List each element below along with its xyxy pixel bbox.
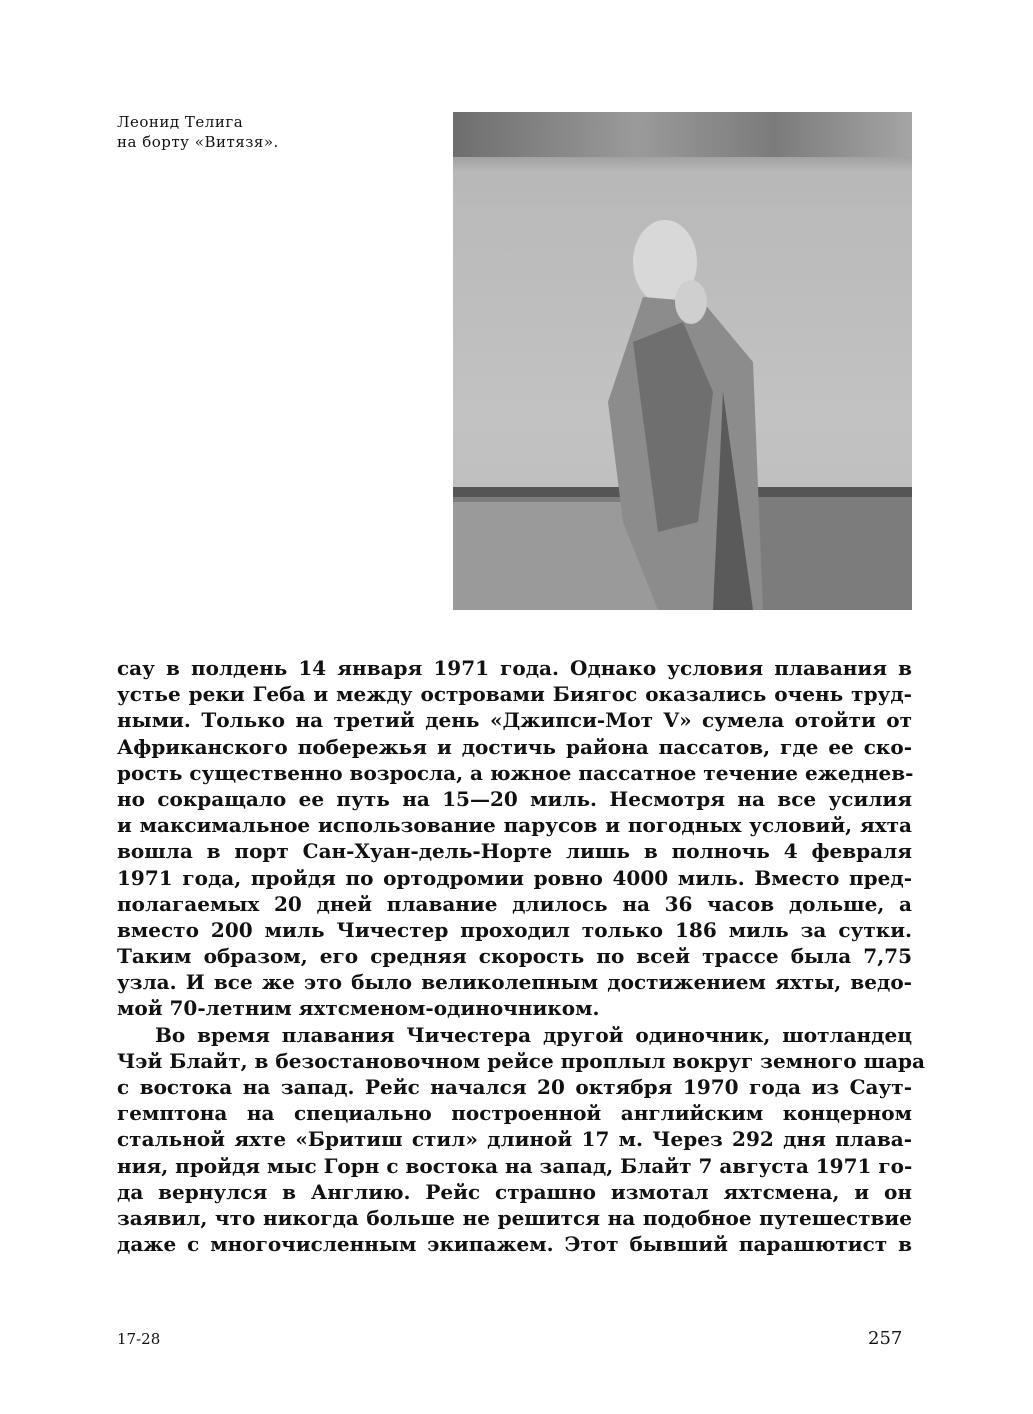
- text-line: полагаемых 20 дней плавание длилось на 36 часов дольше, а: [117, 891, 912, 916]
- text-line: рость существенно возросла, а южное пассатное течение ежеднев-: [117, 760, 914, 785]
- text-line: ными. Только на третий день «Джипси-Мот V» сумела отойти от: [117, 708, 912, 733]
- text-line: вошла в порт Сан-Хуан-дель-Норте лишь в полночь 4 февраля: [117, 839, 912, 864]
- photo-man-figure: [603, 192, 803, 610]
- photo-man-on-ship-deck: [453, 112, 912, 610]
- text-line: с востока на запад. Рейс начался 20 октября 1970 года из Саут-: [117, 1075, 912, 1099]
- body-text: [117, 655, 925, 1257]
- paragraph: [117, 655, 912, 1022]
- paragraph: [117, 1022, 925, 1258]
- text-line: стальной яхте «Бритиш стил» длиной 17 м. Через 292 дня плава-: [117, 1127, 912, 1152]
- text-line: да вернулся в Англию. Рейс страшно измотал яхтсмена, и он: [117, 1179, 912, 1204]
- photo-shoreline: [453, 112, 912, 157]
- caption-line: Леонид Телига: [117, 113, 244, 131]
- text-line: Во время плавания Чичестера другой одиночник, шотландец: [155, 1022, 912, 1047]
- text-line: но сокращало ее путь на 15—20 миль. Несмотря на все усилия: [117, 786, 912, 811]
- text-line: мой 70-летним яхтсменом-одиночником.: [117, 996, 600, 1021]
- photo-caption: [117, 112, 279, 152]
- text-line: и максимальное использование парусов и погодных условий, яхта: [117, 813, 912, 838]
- text-line: 1971 года, пройдя по ортодромии ровно 4000 миль. Вместо пред-: [117, 865, 912, 890]
- text-line: даже с многочисленным экипажем. Этот бывший парашютист в: [117, 1232, 912, 1257]
- printer-signature: 17-28: [117, 1330, 161, 1348]
- text-line: Чэй Блайт, в безостановочном рейсе проплыл вокруг земного шара: [117, 1048, 925, 1073]
- text-line: узла. И все же это было великолепным достижением яхты, ведо-: [117, 970, 912, 995]
- text-line: гемптона на специально построенной английским концерном: [117, 1101, 912, 1126]
- text-line: устье реки Геба и между островами Биягос оказались очень труд-: [117, 682, 912, 707]
- text-line: вместо 200 миль Чичестер проходил только 186 миль за сутки.: [117, 917, 912, 942]
- text-line: Таким образом, его средняя скорость по всей трассе была 7,75: [117, 944, 912, 969]
- page-number: 257: [868, 1328, 903, 1349]
- caption-line: на борту «Витязя».: [117, 133, 279, 151]
- text-line: ния, пройдя мыс Горн с востока на запад, Блайт 7 августа 1971 го-: [117, 1153, 913, 1178]
- text-line: заявил, что никогда больше не решится на подобное путешествие: [117, 1205, 912, 1230]
- text-line: Африканского побережья и достичь района пассатов, где ее ско-: [117, 734, 912, 759]
- text-line: сау в полдень 14 января 1971 года. Однако условия плавания в: [117, 656, 912, 680]
